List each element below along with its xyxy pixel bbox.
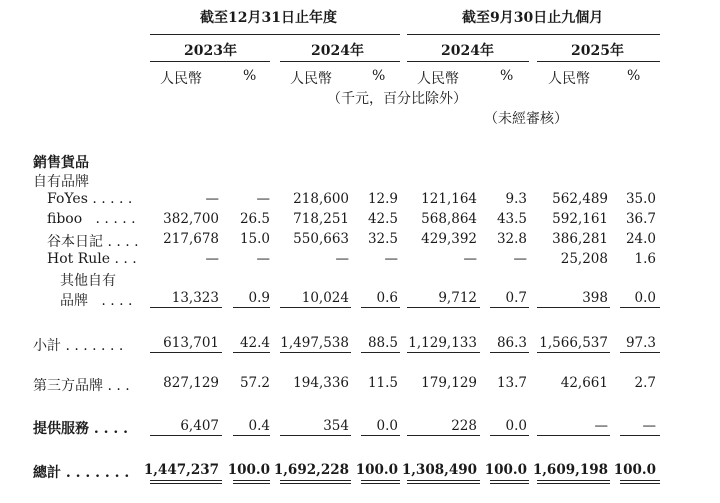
cell-r6-c5: 13.7: [496, 375, 527, 391]
cell-r5-c3: 88.5: [367, 335, 398, 351]
col-rmb-2025nm: 人民幣: [548, 71, 590, 87]
rule-total-1-seg-4: [407, 480, 480, 481]
row-label-services: 提供服務 . . . .: [33, 421, 128, 437]
cell-r8-c4: 1,308,490: [401, 462, 477, 478]
rule-total-1-seg-5: [490, 480, 529, 481]
header-annual: 截至12月31日止年度: [200, 10, 337, 26]
col-pct-2024nm: %: [500, 68, 514, 84]
cell-r8-c7: 100.0: [613, 462, 656, 478]
unit-note: （千元，百分比除外）: [327, 91, 467, 107]
cell-r7-c3: 0.0: [376, 418, 398, 434]
rule-services-seg-7: [620, 435, 660, 436]
rule-total-1-seg-1: [233, 480, 270, 481]
rule-subtotal-seg-4: [407, 352, 480, 353]
cell-r0-c2: 218,600: [293, 191, 349, 207]
cell-r6-c4: 179,129: [421, 375, 477, 391]
cell-r2-c0: 217,678: [163, 231, 219, 247]
rule-total-2-seg-2: [280, 483, 351, 484]
cell-r7-c6: —: [594, 418, 608, 434]
col-pct-2025nm: %: [627, 68, 641, 84]
rule-services-seg-6: [537, 435, 610, 436]
cell-r2-c1: 15.0: [239, 231, 270, 247]
rule-services-seg-5: [490, 435, 529, 436]
rule-subtotal-seg-0: [150, 352, 222, 353]
section-own-brands: 自有品牌: [33, 174, 89, 190]
cell-r6-c2: 194,336: [293, 375, 349, 391]
col-rmb-2024nm: 人民幣: [417, 71, 459, 87]
cell-r8-c3: 100.0: [355, 462, 398, 478]
cell-r5-c7: 97.3: [625, 335, 656, 351]
cell-r3-c6: 25,208: [560, 251, 608, 267]
rule-total-2-seg-4: [407, 483, 480, 484]
cell-r1-c5: 43.5: [496, 211, 527, 227]
rule-services-seg-4: [407, 435, 480, 436]
cell-r2-c4: 429,392: [421, 231, 477, 247]
cell-r7-c1: 0.4: [248, 418, 270, 434]
cell-r1-c2: 718,251: [293, 211, 349, 227]
cell-r0-c7: 35.0: [625, 191, 656, 207]
row-label-subtotal: 小計 . . . . . . .: [33, 338, 124, 354]
col-rmb-2023: 人民幣: [160, 71, 202, 87]
cell-r3-c5: —: [513, 251, 527, 267]
cell-r6-c7: 2.7: [634, 375, 656, 391]
rule-services-seg-1: [233, 435, 270, 436]
row-label-other-own: 品牌 . . . .: [60, 293, 133, 309]
cell-r4-c0: 13,323: [171, 290, 219, 306]
cell-r7-c7: —: [642, 418, 656, 434]
cell-r6-c3: 11.5: [367, 375, 398, 391]
cell-r1-c6: 592,161: [552, 211, 608, 227]
cell-r3-c3: —: [384, 251, 398, 267]
row-label-other-own-pre: 其他自有: [60, 273, 116, 289]
cell-r3-c4: —: [463, 251, 477, 267]
header-annual-rule: [150, 34, 400, 35]
cell-r5-c6: 1,566,537: [539, 335, 608, 351]
row-label-gubenriji: 谷本日記 . . . .: [47, 234, 139, 250]
rule-other-own-seg-5: [490, 307, 529, 308]
cell-r3-c1: —: [256, 251, 270, 267]
cell-r7-c4: 228: [451, 418, 477, 434]
rule-subtotal-seg-3: [361, 352, 400, 353]
col-pct-2024: %: [372, 68, 386, 84]
rule-total-1-seg-6: [537, 480, 610, 481]
rule-services-seg-0: [150, 435, 222, 436]
rule-subtotal-seg-7: [620, 352, 660, 353]
cell-r4-c5: 0.7: [505, 290, 527, 306]
rule-other-own-seg-6: [537, 307, 610, 308]
cell-r1-c0: 382,700: [163, 211, 219, 227]
cell-r5-c1: 42.4: [239, 335, 270, 351]
rule-services-seg-3: [361, 435, 400, 436]
year-2024-rule: [280, 61, 400, 62]
cell-r2-c5: 32.8: [496, 231, 527, 247]
rule-total-1-seg-7: [620, 480, 660, 481]
rule-total-2-seg-7: [620, 483, 660, 484]
cell-r6-c6: 42,661: [560, 375, 608, 391]
rule-subtotal-seg-6: [537, 352, 610, 353]
cell-r2-c2: 550,663: [293, 231, 349, 247]
rule-subtotal-seg-5: [490, 352, 529, 353]
row-label-total: 總計 . . . . . . .: [33, 465, 130, 481]
rule-total-2-seg-5: [490, 483, 529, 484]
cell-r0-c1: —: [256, 191, 270, 207]
rule-other-own-seg-1: [233, 307, 270, 308]
cell-r7-c2: 354: [323, 418, 349, 434]
rule-total-2-seg-3: [361, 483, 400, 484]
cell-r3-c2: —: [335, 251, 349, 267]
rule-other-own-seg-2: [280, 307, 351, 308]
cell-r1-c7: 36.7: [625, 211, 656, 227]
cell-r5-c4: 1,129,133: [408, 335, 477, 351]
rule-total-1-seg-2: [280, 480, 351, 481]
cell-r2-c6: 386,281: [552, 231, 608, 247]
unaudited-note: （未經審核）: [484, 111, 568, 127]
cell-r0-c0: —: [205, 191, 219, 207]
year-2024-nine-months: 2024年: [441, 43, 494, 59]
cell-r4-c2: 10,024: [301, 290, 349, 306]
rule-total-1-seg-3: [361, 480, 400, 481]
cell-r7-c0: 6,407: [180, 418, 219, 434]
rule-total-1-seg-0: [150, 480, 222, 481]
row-label-foyes: FoYes . . . . .: [47, 191, 133, 207]
rule-subtotal-seg-1: [233, 352, 270, 353]
cell-r5-c5: 86.3: [496, 335, 527, 351]
rule-other-own-seg-7: [620, 307, 660, 308]
cell-r8-c0: 1,447,237: [143, 462, 219, 478]
year-2024-nm-rule: [407, 61, 529, 62]
cell-r1-c3: 42.5: [367, 211, 398, 227]
rule-total-2-seg-0: [150, 483, 222, 484]
year-2025-nine-months: 2025年: [571, 43, 624, 59]
cell-r3-c7: 1.6: [634, 251, 656, 267]
rule-other-own-seg-0: [150, 307, 222, 308]
header-nine-months: 截至9月30日止九個月: [462, 10, 604, 26]
header-nine-months-rule: [407, 34, 660, 35]
cell-r2-c3: 32.5: [367, 231, 398, 247]
cell-r4-c7: 0.0: [634, 290, 656, 306]
year-2025-nm-rule: [537, 61, 660, 62]
cell-r4-c3: 0.6: [376, 290, 398, 306]
cell-r0-c4: 121,164: [421, 191, 477, 207]
year-2023-rule: [150, 61, 270, 62]
cell-r0-c5: 9.3: [505, 191, 527, 207]
cell-r4-c1: 0.9: [248, 290, 270, 306]
row-label-hotrule: Hot Rule . . .: [47, 251, 137, 267]
cell-r0-c6: 562,489: [552, 191, 608, 207]
cell-r3-c0: —: [205, 251, 219, 267]
cell-r6-c1: 57.2: [239, 375, 270, 391]
cell-r4-c4: 9,712: [438, 290, 477, 306]
cell-r8-c2: 1,692,228: [273, 462, 349, 478]
row-label-fiboo: fiboo . . . . .: [47, 211, 136, 227]
rule-other-own-seg-3: [361, 307, 400, 308]
cell-r6-c0: 827,129: [163, 375, 219, 391]
cell-r5-c0: 613,701: [163, 335, 219, 351]
rule-subtotal-seg-2: [280, 352, 351, 353]
cell-r8-c1: 100.0: [227, 462, 270, 478]
rule-services-seg-2: [280, 435, 351, 436]
rule-total-2-seg-1: [233, 483, 270, 484]
cell-r7-c5: 0.0: [505, 418, 527, 434]
year-2024: 2024年: [311, 43, 364, 59]
cell-r8-c5: 100.0: [484, 462, 527, 478]
cell-r8-c6: 1,609,198: [532, 462, 608, 478]
cell-r5-c2: 1,497,538: [280, 335, 349, 351]
col-rmb-2024: 人民幣: [290, 71, 332, 87]
cell-r1-c1: 26.5: [239, 211, 270, 227]
rule-total-2-seg-6: [537, 483, 610, 484]
row-label-third-party: 第三方品牌 . . .: [33, 378, 130, 394]
cell-r2-c7: 24.0: [625, 231, 656, 247]
section-goods-sales: 銷售貨品: [33, 155, 89, 171]
rule-other-own-seg-4: [407, 307, 480, 308]
col-pct-2023: %: [243, 68, 257, 84]
year-2023: 2023年: [184, 43, 237, 59]
cell-r0-c3: 12.9: [367, 191, 398, 207]
cell-r1-c4: 568,864: [421, 211, 477, 227]
cell-r4-c6: 398: [582, 290, 608, 306]
